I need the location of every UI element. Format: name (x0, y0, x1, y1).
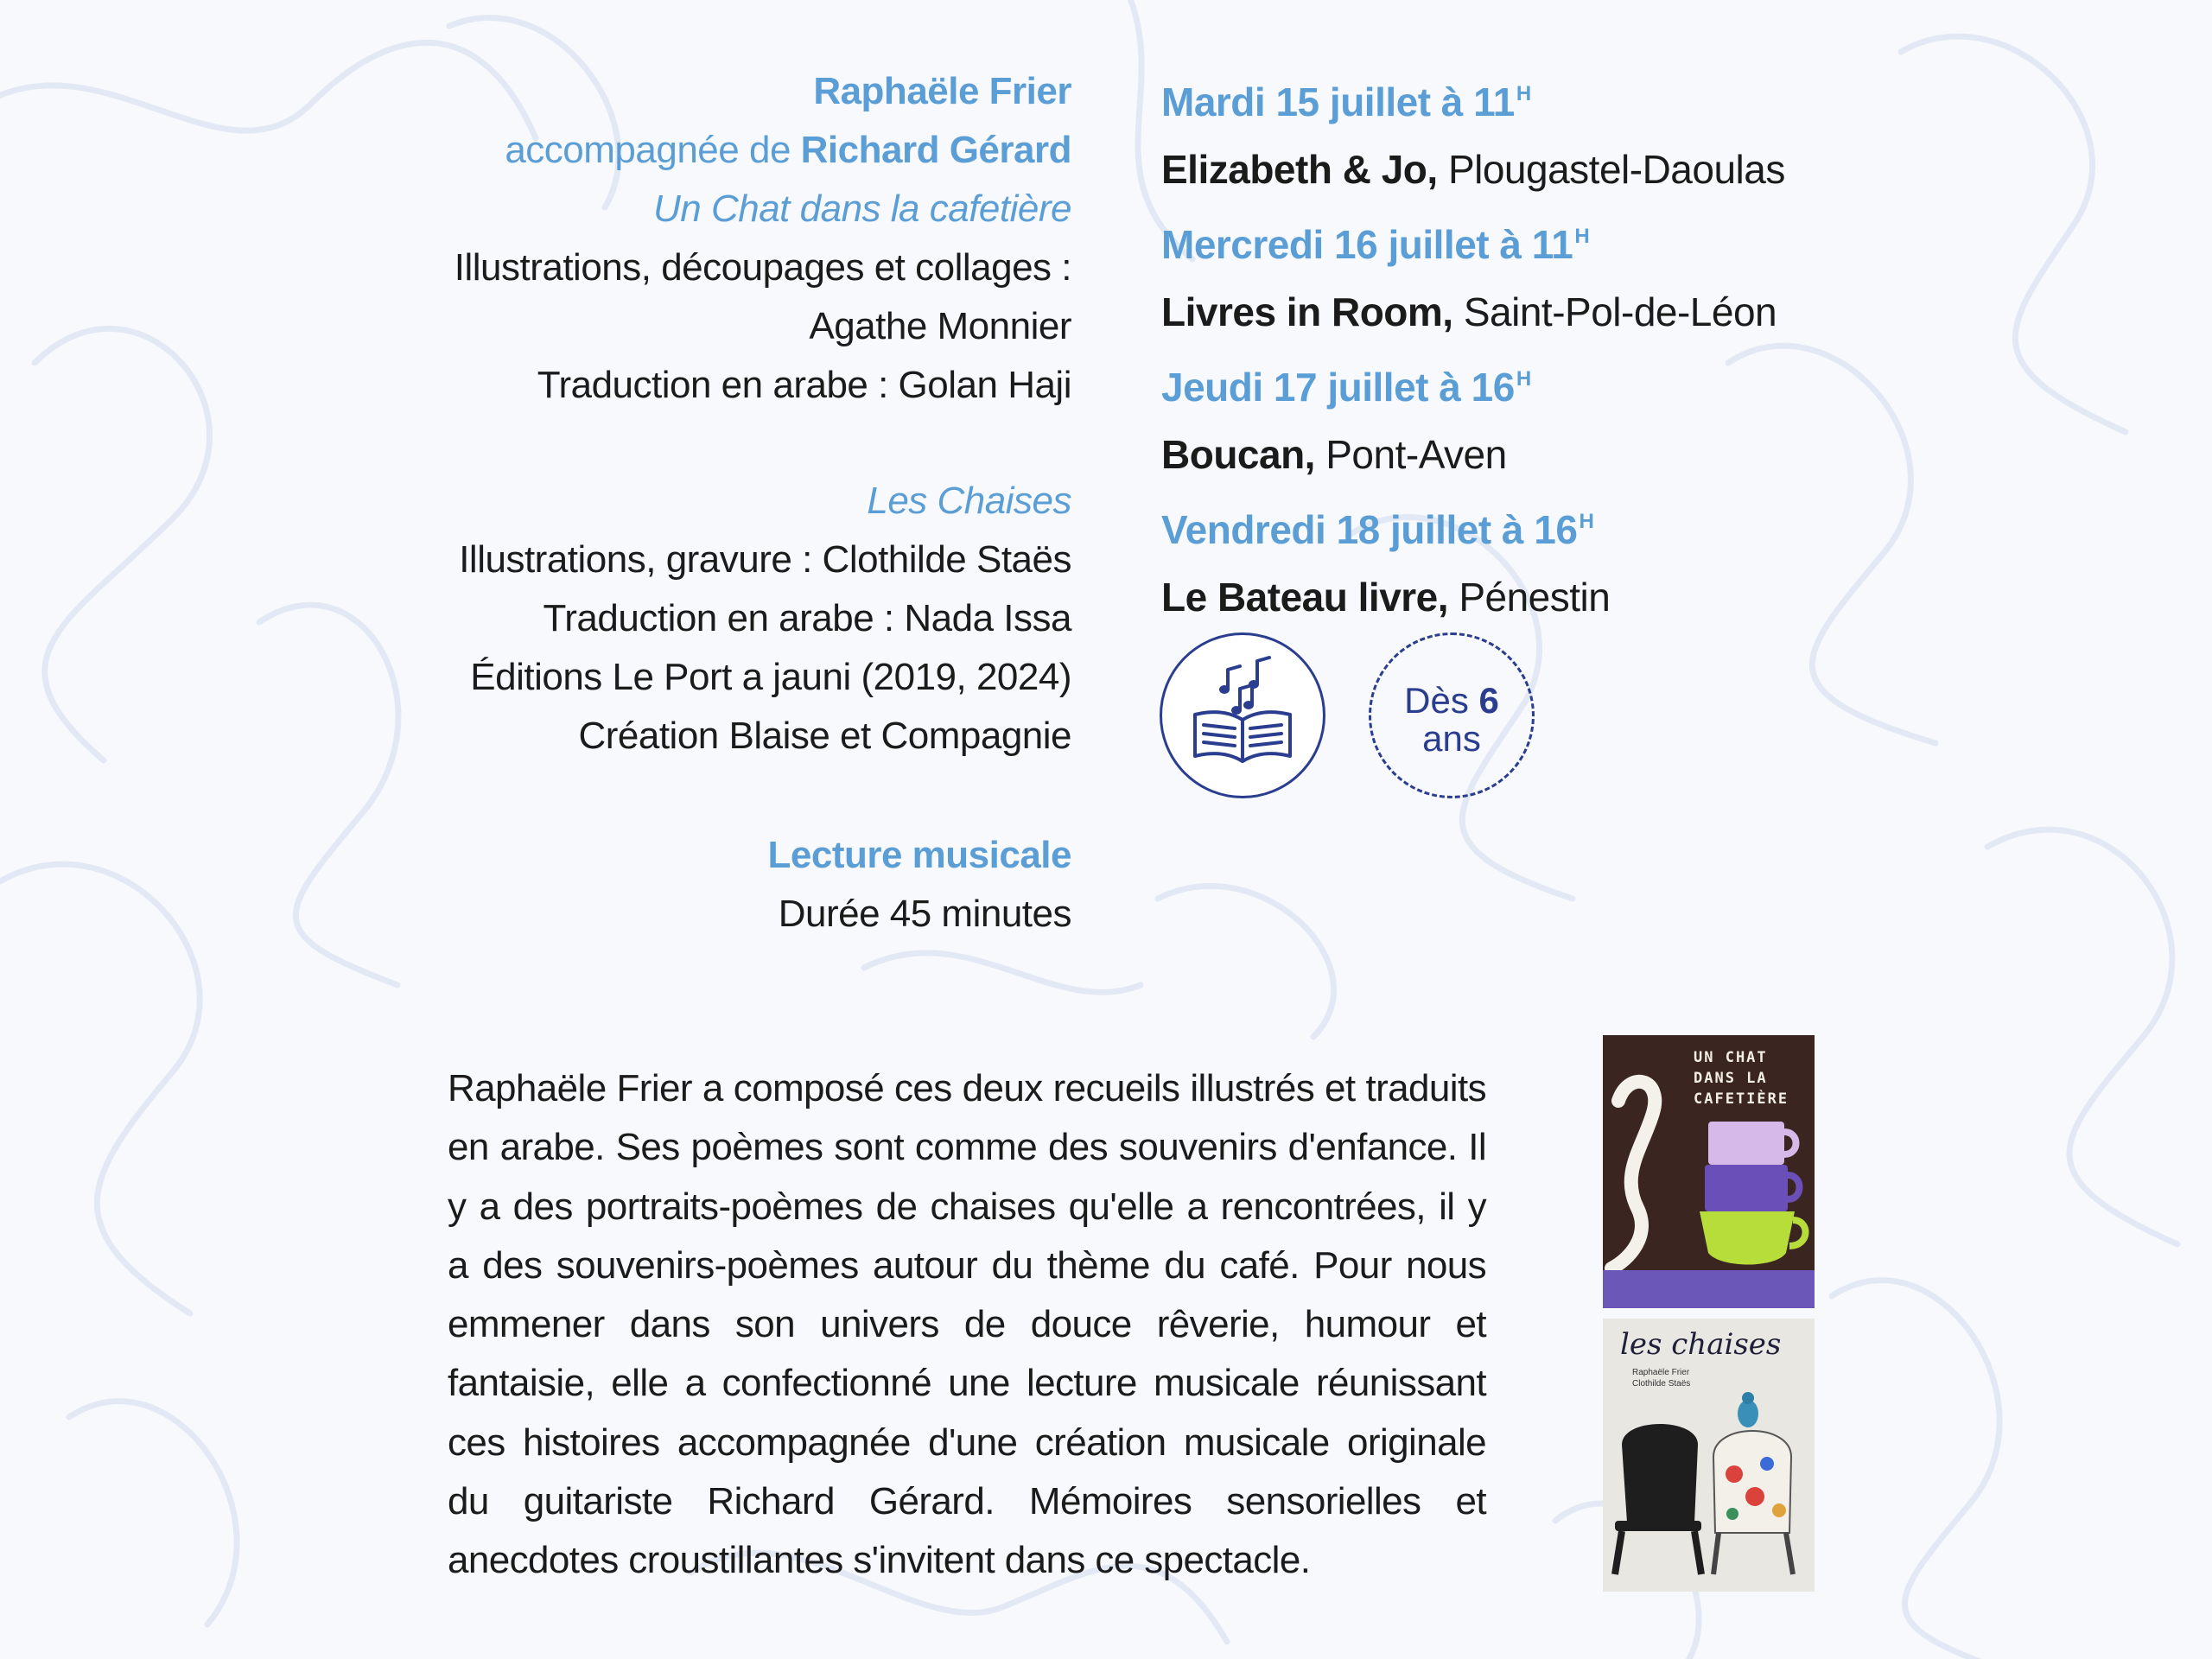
book1-illustrator: Agathe Monnier (809, 305, 1071, 347)
event-type: Lecture musicale (767, 834, 1071, 876)
book-cover-chaises (1603, 1319, 1815, 1592)
venue-3: Boucan, Pont-Aven (1161, 432, 1507, 477)
book2-illustrations: Illustrations, gravure : Clothilde Staës (459, 538, 1071, 581)
age-unit: ans (1422, 718, 1481, 759)
book1-translation: Traduction en arabe : Golan Haji (537, 364, 1071, 406)
age-value: 6 (1478, 680, 1499, 721)
music-book-icon (1160, 632, 1325, 798)
cover2-title: les chaises (1620, 1327, 1782, 1362)
accompanied-prefix: accompagnée de (505, 129, 791, 171)
dates-list (1161, 60, 1939, 631)
date-1: Mardi 15 juillet à $11^H$ (1161, 79, 1531, 124)
accompanied-name: Richard Gérard (800, 129, 1071, 171)
date-2: Mercredi 16 juillet à $11^H$ (1161, 222, 1590, 267)
book2-translation: Traduction en arabe : Nada Issa (543, 597, 1071, 639)
creation-credit: Création Blaise et Compagnie (578, 715, 1071, 757)
age-prefix: Dès (1404, 680, 1469, 721)
duration: Durée 45 minutes (778, 893, 1071, 935)
venue-1: Elizabeth & Jo, Plougastel-Daoulas (1161, 147, 1785, 192)
cover2-authors: Raphaële Frier Clothilde Staës (1632, 1368, 1691, 1389)
age-badge (1369, 632, 1535, 798)
cover-band (1603, 1270, 1815, 1308)
book-cover-chat (1603, 1035, 1815, 1308)
date-3: Jeudi 17 juillet à $16^H$ (1161, 365, 1531, 410)
venue-2: Livres in Room, Saint-Pol-de-Léon (1161, 289, 1777, 334)
author-name: Raphaële Frier (813, 70, 1071, 112)
publisher: Éditions Le Port a jauni (2019, 2024) (470, 656, 1071, 698)
description-paragraph: Raphaële Frier a composé ces deux recueils illustrés et traduits en arabe. Ses poèmes sont comme des souvenirs d'enfance. Il y a des portraits-poèmes de chaises qu'elle a rencontrées, il y a des souvenirs-poèmes autour du thème du café. Pour nous emmener dans son univers de douce rêverie, humour et fantaisie, elle a confectionné une lecture musicale réunissant ces histoires accompagnée d'une création musicale originale du guitariste Richard Gérard. Mémoires sensorielles et anecdotes croustillantes s'invitent dans ce spectacle. (448, 1067, 1486, 1582)
cover1-title: UN CHAT DANS LA CAFETIÈRE (1694, 1049, 1789, 1108)
credits-column (311, 62, 1071, 944)
book1-illustrations: Illustrations, découpages et collages : (454, 246, 1071, 289)
venue-4: Le Bateau livre, Pénestin (1161, 575, 1611, 620)
date-4: Vendredi 18 juillet à $16^H$ (1161, 507, 1594, 552)
accompanied-line (311, 121, 1071, 180)
book1-title: Un Chat dans la cafetière (652, 188, 1071, 230)
book2-title: Les Chaises (867, 480, 1071, 522)
